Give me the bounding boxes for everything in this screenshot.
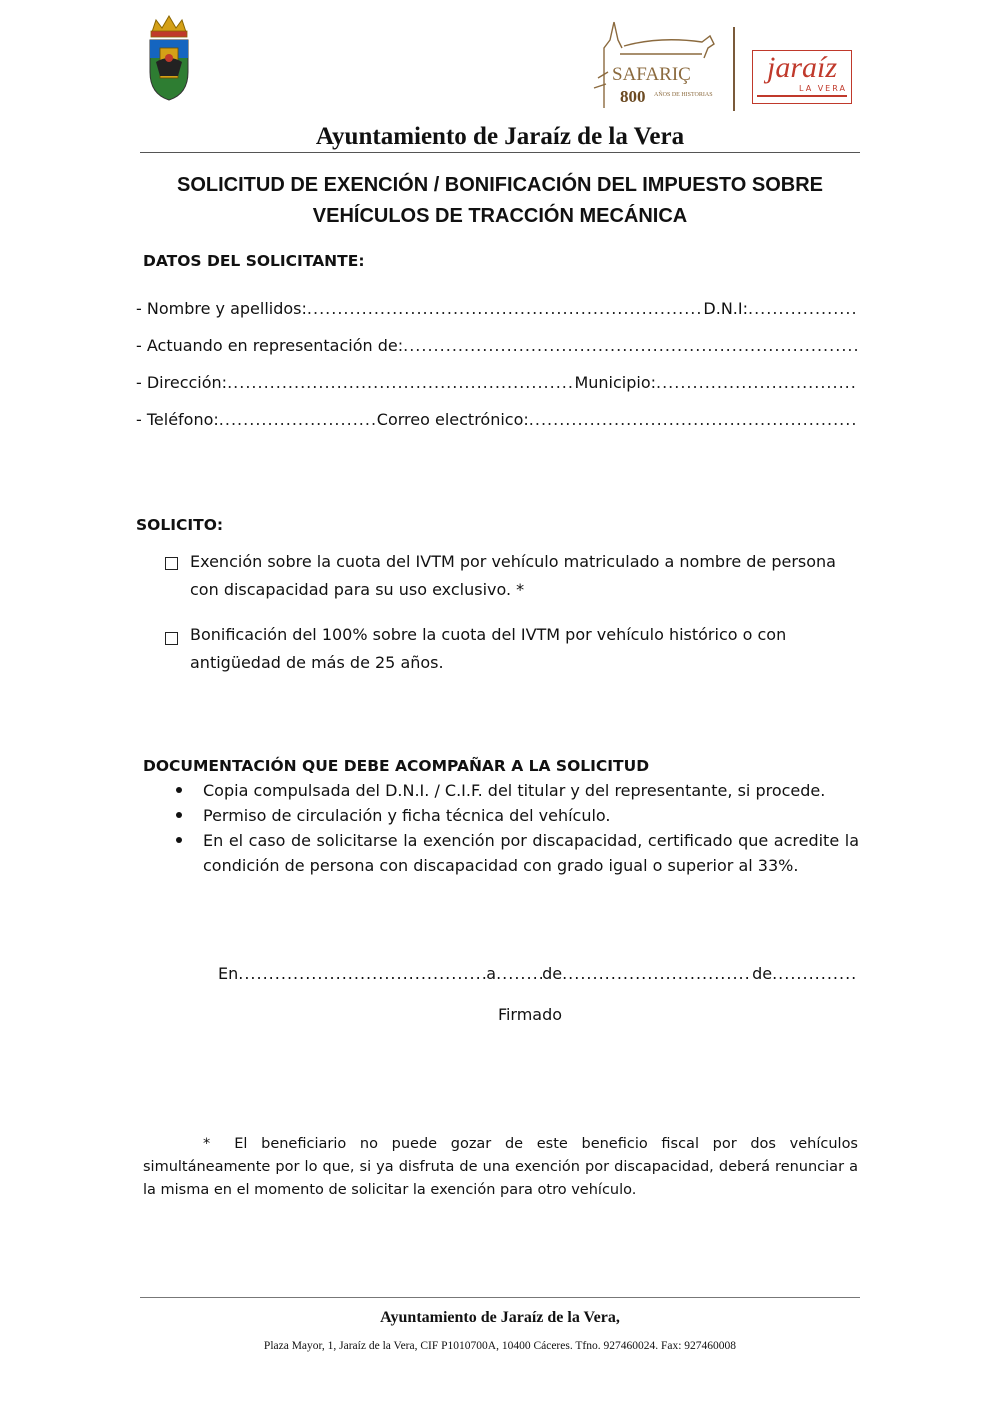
- address-row: [136, 372, 858, 394]
- dni-label: D.N.I:: [703, 299, 748, 318]
- footnote: [143, 1133, 858, 1202]
- footer-title: Ayuntamiento de Jaraíz de la Vera,: [380, 1309, 620, 1326]
- phone-label: - Teléfono:: [136, 410, 219, 429]
- safaric-800-text: 800: [620, 87, 646, 106]
- place-prefix-label: En: [218, 964, 239, 983]
- footnote-star: *: [203, 1136, 211, 1152]
- representation-field[interactable]: [403, 335, 858, 357]
- footnote-text: El beneficiario no puede gozar de este beneficio fiscal por dos vehículos simultáneamente por lo que, si ya disfruta de una exención por discapacidad, deberá renunciar a la misma en el momento de solicitar la exención para otro vehículo.: [143, 1136, 858, 1198]
- footer-address: Plaza Mayor, 1, Jaraíz de la Vera, CIF P1010700A, 10400 Cáceres. Tfno. 927460024. Fax: 927460008: [263, 1340, 737, 1352]
- email-label: Correo electrónico:: [376, 410, 529, 429]
- documentation-item: Copia compulsada del D.N.I. / C.I.F. del titular y del representante, si procede.: [143, 778, 859, 803]
- document-title-line-2: VEHÍCULOS DE TRACCIÓN MECÁNICA: [312, 205, 688, 227]
- year-field[interactable]: [772, 963, 858, 985]
- email-field[interactable]: [529, 409, 858, 431]
- jaraiz-la-vera-logo: [752, 50, 852, 104]
- month-field[interactable]: [562, 963, 752, 985]
- option-2-line-2: antigüedad de más de 25 años.: [190, 653, 444, 672]
- safaric-text: SAFARIÇ: [612, 64, 691, 85]
- month-prefix-label: de: [542, 964, 563, 983]
- document-title-line-1: SOLICITUD DE EXENCIÓN / BONIFICACIÓN DEL IMPUESTO SOBRE: [177, 174, 823, 196]
- option-1-line-2: con discapacidad para su uso exclusivo. *: [190, 580, 525, 599]
- phone-field[interactable]: [219, 409, 377, 431]
- applicant-section-heading: DATOS DEL SOLICITANTE:: [143, 252, 365, 270]
- jaraiz-logo-word: jaraíz: [766, 51, 838, 84]
- safaric-tower-icon: [590, 18, 718, 112]
- page-title: Ayuntamiento de Jaraíz de la Vera: [315, 123, 685, 150]
- phone-email-row: [136, 409, 858, 431]
- documentation-list: [143, 778, 859, 878]
- jaraiz-logo-tagline-bar: [757, 95, 847, 97]
- address-field[interactable]: [227, 372, 574, 394]
- request-section-heading: SOLICITO:: [136, 516, 224, 534]
- header-divider: [140, 152, 860, 153]
- address-label: - Dirección:: [136, 373, 228, 392]
- place-field[interactable]: [238, 963, 486, 985]
- logo-divider: [733, 27, 735, 111]
- option-2-line-1: Bonificación del 100% sobre la cuota del IVTM por vehículo histórico o con: [190, 625, 787, 644]
- day-prefix-label: a: [486, 964, 497, 983]
- option-2-checkbox[interactable]: [165, 632, 178, 645]
- safaric-800-logo: [590, 18, 718, 112]
- option-2-text: [190, 621, 860, 677]
- dni-field[interactable]: [748, 298, 858, 320]
- coat-of-arms-logo: [146, 14, 192, 102]
- representation-row: [136, 335, 858, 357]
- name-dni-row: [136, 298, 858, 320]
- documentation-section-heading: DOCUMENTACIÓN QUE DEBE ACOMPAÑAR A LA SOLICITUD: [143, 757, 650, 775]
- place-date-line: [218, 963, 858, 985]
- municipality-label: Municipio:: [574, 373, 656, 392]
- option-1-text: [190, 548, 860, 604]
- name-field[interactable]: [307, 298, 704, 320]
- footer-divider: [140, 1297, 860, 1298]
- safaric-anos-text: AÑOS DE HISTORIAS: [654, 92, 713, 98]
- option-1-line-1: Exención sobre la cuota del IVTM por vehículo matriculado a nombre de persona: [190, 552, 836, 571]
- signed-label: Firmado: [497, 1005, 563, 1024]
- jaraiz-logo-sub: LA VERA: [799, 84, 847, 93]
- year-prefix-label: de: [752, 964, 773, 983]
- municipality-field[interactable]: [656, 372, 858, 394]
- representation-label: - Actuando en representación de:: [136, 336, 404, 355]
- document-title: [140, 170, 860, 232]
- documentation-item: Permiso de circulación y ficha técnica del vehículo.: [143, 803, 859, 828]
- option-1-checkbox[interactable]: [165, 557, 178, 570]
- documentation-item: En el caso de solicitarse la exención por discapacidad, certificado que acredite la condición de persona con discapacidad con grado igual o superior al 33%.: [143, 828, 859, 878]
- name-label: - Nombre y apellidos:: [136, 299, 307, 318]
- coat-of-arms-icon: [146, 14, 192, 102]
- day-field[interactable]: [496, 963, 542, 985]
